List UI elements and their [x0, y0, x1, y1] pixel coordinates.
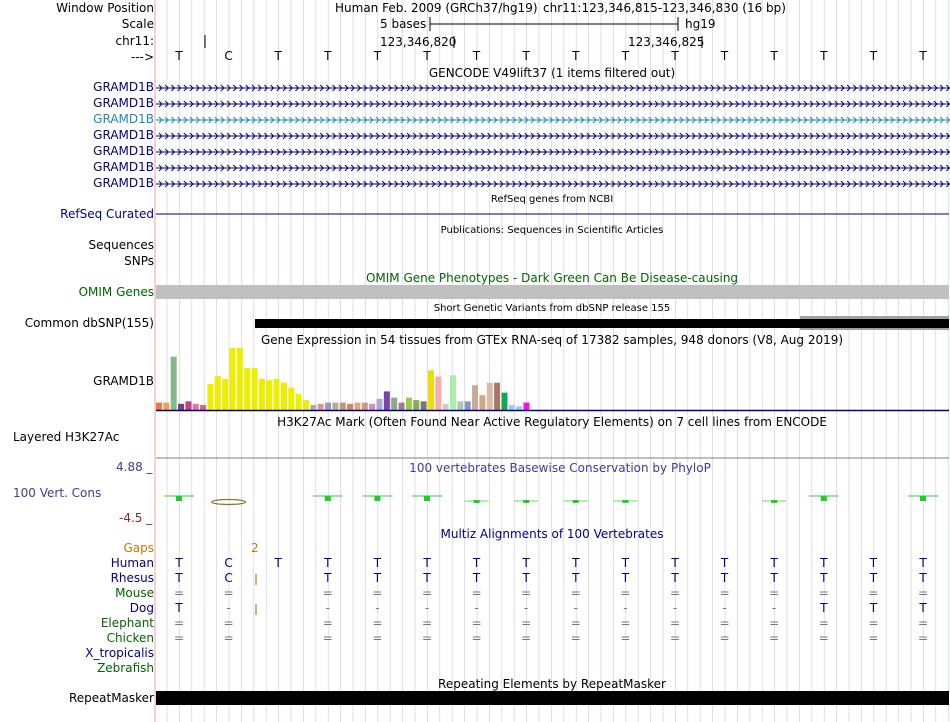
alignment-base: = — [322, 616, 333, 630]
gtex-bar — [384, 391, 390, 410]
scale-text: 5 bases — [380, 17, 427, 31]
gtex-bar — [516, 406, 522, 410]
gtex-bar — [259, 379, 265, 410]
gtex-bar — [494, 383, 500, 410]
alignment-base: = — [868, 631, 879, 645]
species-label[interactable]: Rhesus — [110, 571, 154, 585]
alignment-base: T — [621, 571, 630, 585]
dbsnp-variant-bar — [255, 319, 801, 328]
alignment-base: T — [820, 601, 828, 615]
gtex-bar — [325, 403, 331, 410]
alignment-base: - — [226, 601, 231, 615]
phylop-mark — [771, 500, 777, 503]
gtex-bar — [171, 357, 177, 410]
alignment-base: = — [372, 616, 383, 630]
alignment-base: T — [324, 556, 332, 570]
dbsnp-label[interactable]: Common dbSNP(155) — [24, 316, 154, 330]
gtex-bar — [193, 404, 199, 410]
snps-label[interactable]: SNPs — [124, 254, 154, 268]
gtex-bar — [274, 379, 280, 410]
species-label[interactable]: Human — [110, 556, 154, 570]
refseq-track-title: RefSeq genes from NCBI — [490, 194, 614, 205]
gencode-gene-label[interactable]: GRAMD1B — [93, 80, 154, 94]
gtex-bar — [435, 377, 441, 410]
scale-label: Scale — [121, 17, 154, 31]
alignment-base: - — [524, 601, 529, 615]
h3k27ac-label[interactable]: Layered H3K27Ac — [13, 430, 120, 444]
alignment-base: = — [818, 586, 829, 600]
alignment-base: T — [770, 556, 778, 570]
phylop-mark — [622, 500, 628, 503]
dbsnp-track-title: Short Genetic Variants from dbSNP release 155 — [433, 303, 671, 314]
phylop-mark — [424, 496, 430, 501]
gaps-label: Gaps — [123, 541, 154, 555]
alignment-base: T — [820, 556, 828, 570]
gencode-gene-label[interactable]: GRAMD1B — [93, 144, 154, 158]
alignment-base: = — [769, 586, 780, 600]
alignment-base: T — [472, 571, 481, 585]
phylop-mark — [374, 496, 380, 501]
alignment-base: T — [423, 571, 431, 585]
gtex-bar — [288, 388, 294, 410]
phylop-label[interactable]: 100 Vert. Cons — [13, 486, 102, 500]
dbsnp-variant-bar — [800, 319, 949, 328]
base-letter: T — [324, 49, 332, 63]
alignment-base: = — [620, 586, 631, 600]
alignment-base: T — [869, 571, 878, 585]
gtex-bar — [237, 348, 243, 410]
alignment-base: T — [472, 556, 481, 570]
alignment-base: - — [672, 601, 678, 615]
gencode-gene-label[interactable]: GRAMD1B — [93, 112, 154, 126]
refseq-label[interactable]: RefSeq Curated — [60, 207, 154, 221]
gencode-track-title: GENCODE V49lift37 (1 items filtered out) — [428, 66, 676, 80]
repeatmasker-track-title: Repeating Elements by RepeatMasker — [438, 677, 666, 691]
base-letter: T — [820, 49, 828, 63]
alignment-base: = — [570, 631, 581, 645]
omim-label[interactable]: OMIM Genes — [78, 285, 154, 299]
phylop-min-label: -4.5 _ — [119, 511, 153, 525]
gencode-gene-label[interactable]: GRAMD1B — [93, 160, 154, 174]
gtex-bar — [332, 403, 338, 410]
alignment-base: = — [620, 616, 631, 630]
base-letter: C — [224, 49, 233, 63]
gtex-bar — [479, 395, 485, 410]
phylop-mark — [474, 500, 480, 503]
base-letter: T — [869, 49, 878, 63]
species-label[interactable]: Elephant — [100, 616, 154, 630]
window-position-label: Window Position — [56, 1, 154, 15]
alignment-base: T — [175, 556, 183, 570]
gtex-bar — [281, 383, 287, 410]
alignment-base: - — [325, 601, 330, 615]
alignment-base: = — [719, 586, 730, 600]
publications-track-title: Publications: Sequences in Scientific Articles — [440, 225, 664, 236]
alignment-base: - — [474, 601, 479, 615]
gtex-bar — [178, 404, 184, 410]
alignment-base: T — [919, 571, 927, 585]
gtex-bar — [347, 404, 353, 410]
alignment-base: T — [175, 601, 183, 615]
alignment-base: = — [868, 586, 879, 600]
alignment-base: = — [471, 616, 482, 630]
alignment-base: - — [722, 601, 727, 615]
alignment-base: T — [919, 601, 927, 615]
alignment-base: = — [322, 631, 333, 645]
alignment-base: = — [173, 631, 185, 645]
gtex-bar — [266, 380, 272, 410]
alignment-base: T — [175, 571, 183, 585]
base-letter: T — [522, 49, 530, 63]
base-letter: T — [671, 49, 679, 63]
species-label[interactable]: Mouse — [115, 586, 154, 600]
alignment-base: T — [522, 571, 530, 585]
gtex-bar — [443, 404, 449, 410]
alignment-base: = — [818, 631, 829, 645]
gtex-bar — [457, 401, 463, 410]
alignment-base: = — [471, 631, 482, 645]
alignment-base: T — [572, 571, 580, 585]
gtex-bar — [501, 393, 507, 410]
base-letter: T — [720, 49, 729, 63]
alignment-base: = — [669, 586, 681, 600]
gtex-gene-label[interactable]: GRAMD1B — [93, 374, 154, 388]
gtex-bar — [156, 403, 162, 410]
gtex-bar — [509, 405, 515, 410]
omim-track-title: OMIM Gene Phenotypes - Dark Green Can Be Disease-causing — [365, 271, 739, 285]
alignment-base: = — [421, 616, 433, 630]
gtex-bar — [163, 403, 169, 410]
gtex-bar — [399, 403, 405, 410]
gtex-bar — [354, 403, 360, 410]
gtex-bar — [413, 400, 419, 410]
alignment-base: = — [372, 586, 383, 600]
gtex-bar — [200, 405, 206, 410]
alignment-base: T — [671, 571, 679, 585]
alignment-base: = — [719, 616, 730, 630]
alignment-base: = — [521, 616, 532, 630]
gtex-bar — [421, 401, 427, 410]
scale-db: hg19 — [685, 17, 716, 31]
alignment-base: T — [274, 556, 282, 570]
alignment-base: = — [570, 586, 581, 600]
phylop-mark — [573, 500, 579, 503]
gaps-value: 2 — [251, 541, 259, 555]
gtex-bar — [222, 379, 228, 410]
alignment-base: = — [769, 616, 780, 630]
alignment-base: = — [868, 616, 879, 630]
phylop-mark — [523, 500, 529, 503]
base-letter: T — [621, 49, 630, 63]
coord-right: 123,346,825 — [628, 35, 705, 49]
alignment-base: = — [669, 616, 681, 630]
gtex-bar — [185, 401, 191, 410]
gtex-bar — [465, 401, 471, 410]
alignment-base: T — [522, 556, 530, 570]
base-letter: T — [274, 49, 282, 63]
alignment-base: = — [421, 631, 433, 645]
alignment-base: - — [573, 601, 578, 615]
gtex-bar — [472, 385, 478, 410]
chr-label: chr11: — [115, 34, 154, 48]
alignment-base: = — [471, 586, 482, 600]
gtex-bar — [428, 370, 434, 410]
gtex-bar — [296, 394, 302, 410]
alignment-base: T — [820, 571, 828, 585]
alignment-base: = — [322, 586, 333, 600]
species-label[interactable]: Zebrafish — [97, 661, 154, 675]
repeatmasker-bar — [156, 691, 949, 705]
gencode-gene-label[interactable]: GRAMD1B — [93, 128, 154, 142]
alignment-base: = — [173, 616, 185, 630]
alignment-base: = — [521, 631, 532, 645]
alignment-base: = — [669, 631, 681, 645]
gtex-bar — [340, 403, 346, 410]
gtex-bar — [252, 368, 258, 410]
alignment-base: T — [770, 571, 778, 585]
alignment-base: = — [223, 616, 234, 630]
alignment-base: = — [818, 616, 829, 630]
gtex-bar — [487, 383, 493, 410]
alignment-base: = — [173, 586, 185, 600]
alignment-base: C — [224, 556, 233, 570]
gtex-bar — [310, 405, 316, 410]
species-label[interactable]: Chicken — [106, 631, 154, 645]
multiz-track-title: Multiz Alignments of 100 Vertebrates — [440, 527, 664, 541]
gtex-bar — [318, 404, 324, 410]
alignment-base: = — [917, 631, 929, 645]
gtex-bar — [207, 384, 213, 410]
window-position-value[interactable]: chr11:123,346,815-123,346,830 (16 bp) — [543, 1, 786, 15]
gtex-bar — [391, 398, 397, 410]
base-letter: T — [175, 49, 183, 63]
alignment-base: = — [223, 631, 234, 645]
gencode-gene-label[interactable]: GRAMD1B — [93, 96, 154, 110]
alignment-base: T — [423, 556, 431, 570]
gtex-track-title: Gene Expression in 54 tissues from GTEx RNA-seq of 17382 samples, 948 donors (V8, Aug 2019) — [260, 333, 844, 347]
phylop-max-label: 4.88 _ — [116, 460, 153, 474]
base-letter: T — [919, 49, 927, 63]
alignment-base: T — [324, 571, 332, 585]
phylop-mark — [920, 496, 926, 501]
alignment-base: = — [223, 586, 234, 600]
alignment-base: T — [869, 601, 878, 615]
base-letter: T — [770, 49, 778, 63]
gtex-bar — [362, 403, 368, 410]
alignment-base: = — [620, 631, 631, 645]
alignment-base: T — [671, 556, 679, 570]
alignment-base: = — [917, 616, 929, 630]
alignment-base: T — [621, 556, 630, 570]
phylop-track-title: 100 vertebrates Basewise Conservation by PhyloP — [409, 461, 711, 475]
gtex-bar — [215, 376, 221, 410]
alignment-base: T — [720, 571, 729, 585]
gencode-gene-label[interactable]: GRAMD1B — [93, 176, 154, 190]
base-letter: T — [572, 49, 580, 63]
gtex-bar — [303, 400, 309, 410]
sequences-label[interactable]: Sequences — [88, 238, 154, 252]
species-label[interactable]: Dog — [129, 601, 154, 615]
alignment-base: T — [869, 556, 878, 570]
alignment-base: = — [570, 616, 581, 630]
phylop-mark — [176, 496, 182, 501]
gtex-bar — [230, 348, 236, 410]
alignment-base: T — [720, 556, 729, 570]
gtex-bar — [450, 375, 456, 410]
gtex-bar — [369, 404, 375, 410]
alignment-base: = — [521, 586, 532, 600]
alignment-base: T — [373, 571, 382, 585]
alignment-base: - — [772, 601, 777, 615]
alignment-base: = — [719, 631, 730, 645]
alignment-base: T — [373, 556, 382, 570]
base-letter: T — [423, 49, 431, 63]
base-letter: T — [373, 49, 382, 63]
gtex-bar — [406, 398, 412, 410]
species-label[interactable]: X_tropicalis — [85, 646, 154, 660]
assembly-title: Human Feb. 2009 (GRCh37/hg19) — [335, 1, 538, 15]
strand-arrow-label: ---> — [130, 50, 154, 64]
repeatmasker-label[interactable]: RepeatMasker — [68, 691, 154, 705]
omim-bar — [156, 285, 949, 299]
alignment-base: C — [224, 571, 233, 585]
base-letter: T — [472, 49, 481, 63]
alignment-base: - — [623, 601, 628, 615]
gtex-bar — [524, 403, 530, 410]
gtex-bar — [244, 368, 250, 410]
alignment-base: = — [769, 631, 780, 645]
phylop-mark — [821, 496, 827, 501]
gtex-bar — [377, 399, 383, 410]
alignment-base: = — [421, 586, 433, 600]
phylop-mark — [325, 496, 331, 501]
alignment-base: - — [375, 601, 380, 615]
alignment-base: = — [917, 586, 929, 600]
coord-left: 123,346,820 — [380, 35, 457, 49]
h3k27ac-track-title: H3K27Ac Mark (Often Found Near Active Regulatory Elements) on 7 cell lines from ENCODE — [277, 415, 827, 429]
alignment-base: = — [372, 631, 383, 645]
alignment-base: - — [424, 601, 430, 615]
alignment-base: T — [919, 556, 927, 570]
alignment-base: T — [572, 556, 580, 570]
